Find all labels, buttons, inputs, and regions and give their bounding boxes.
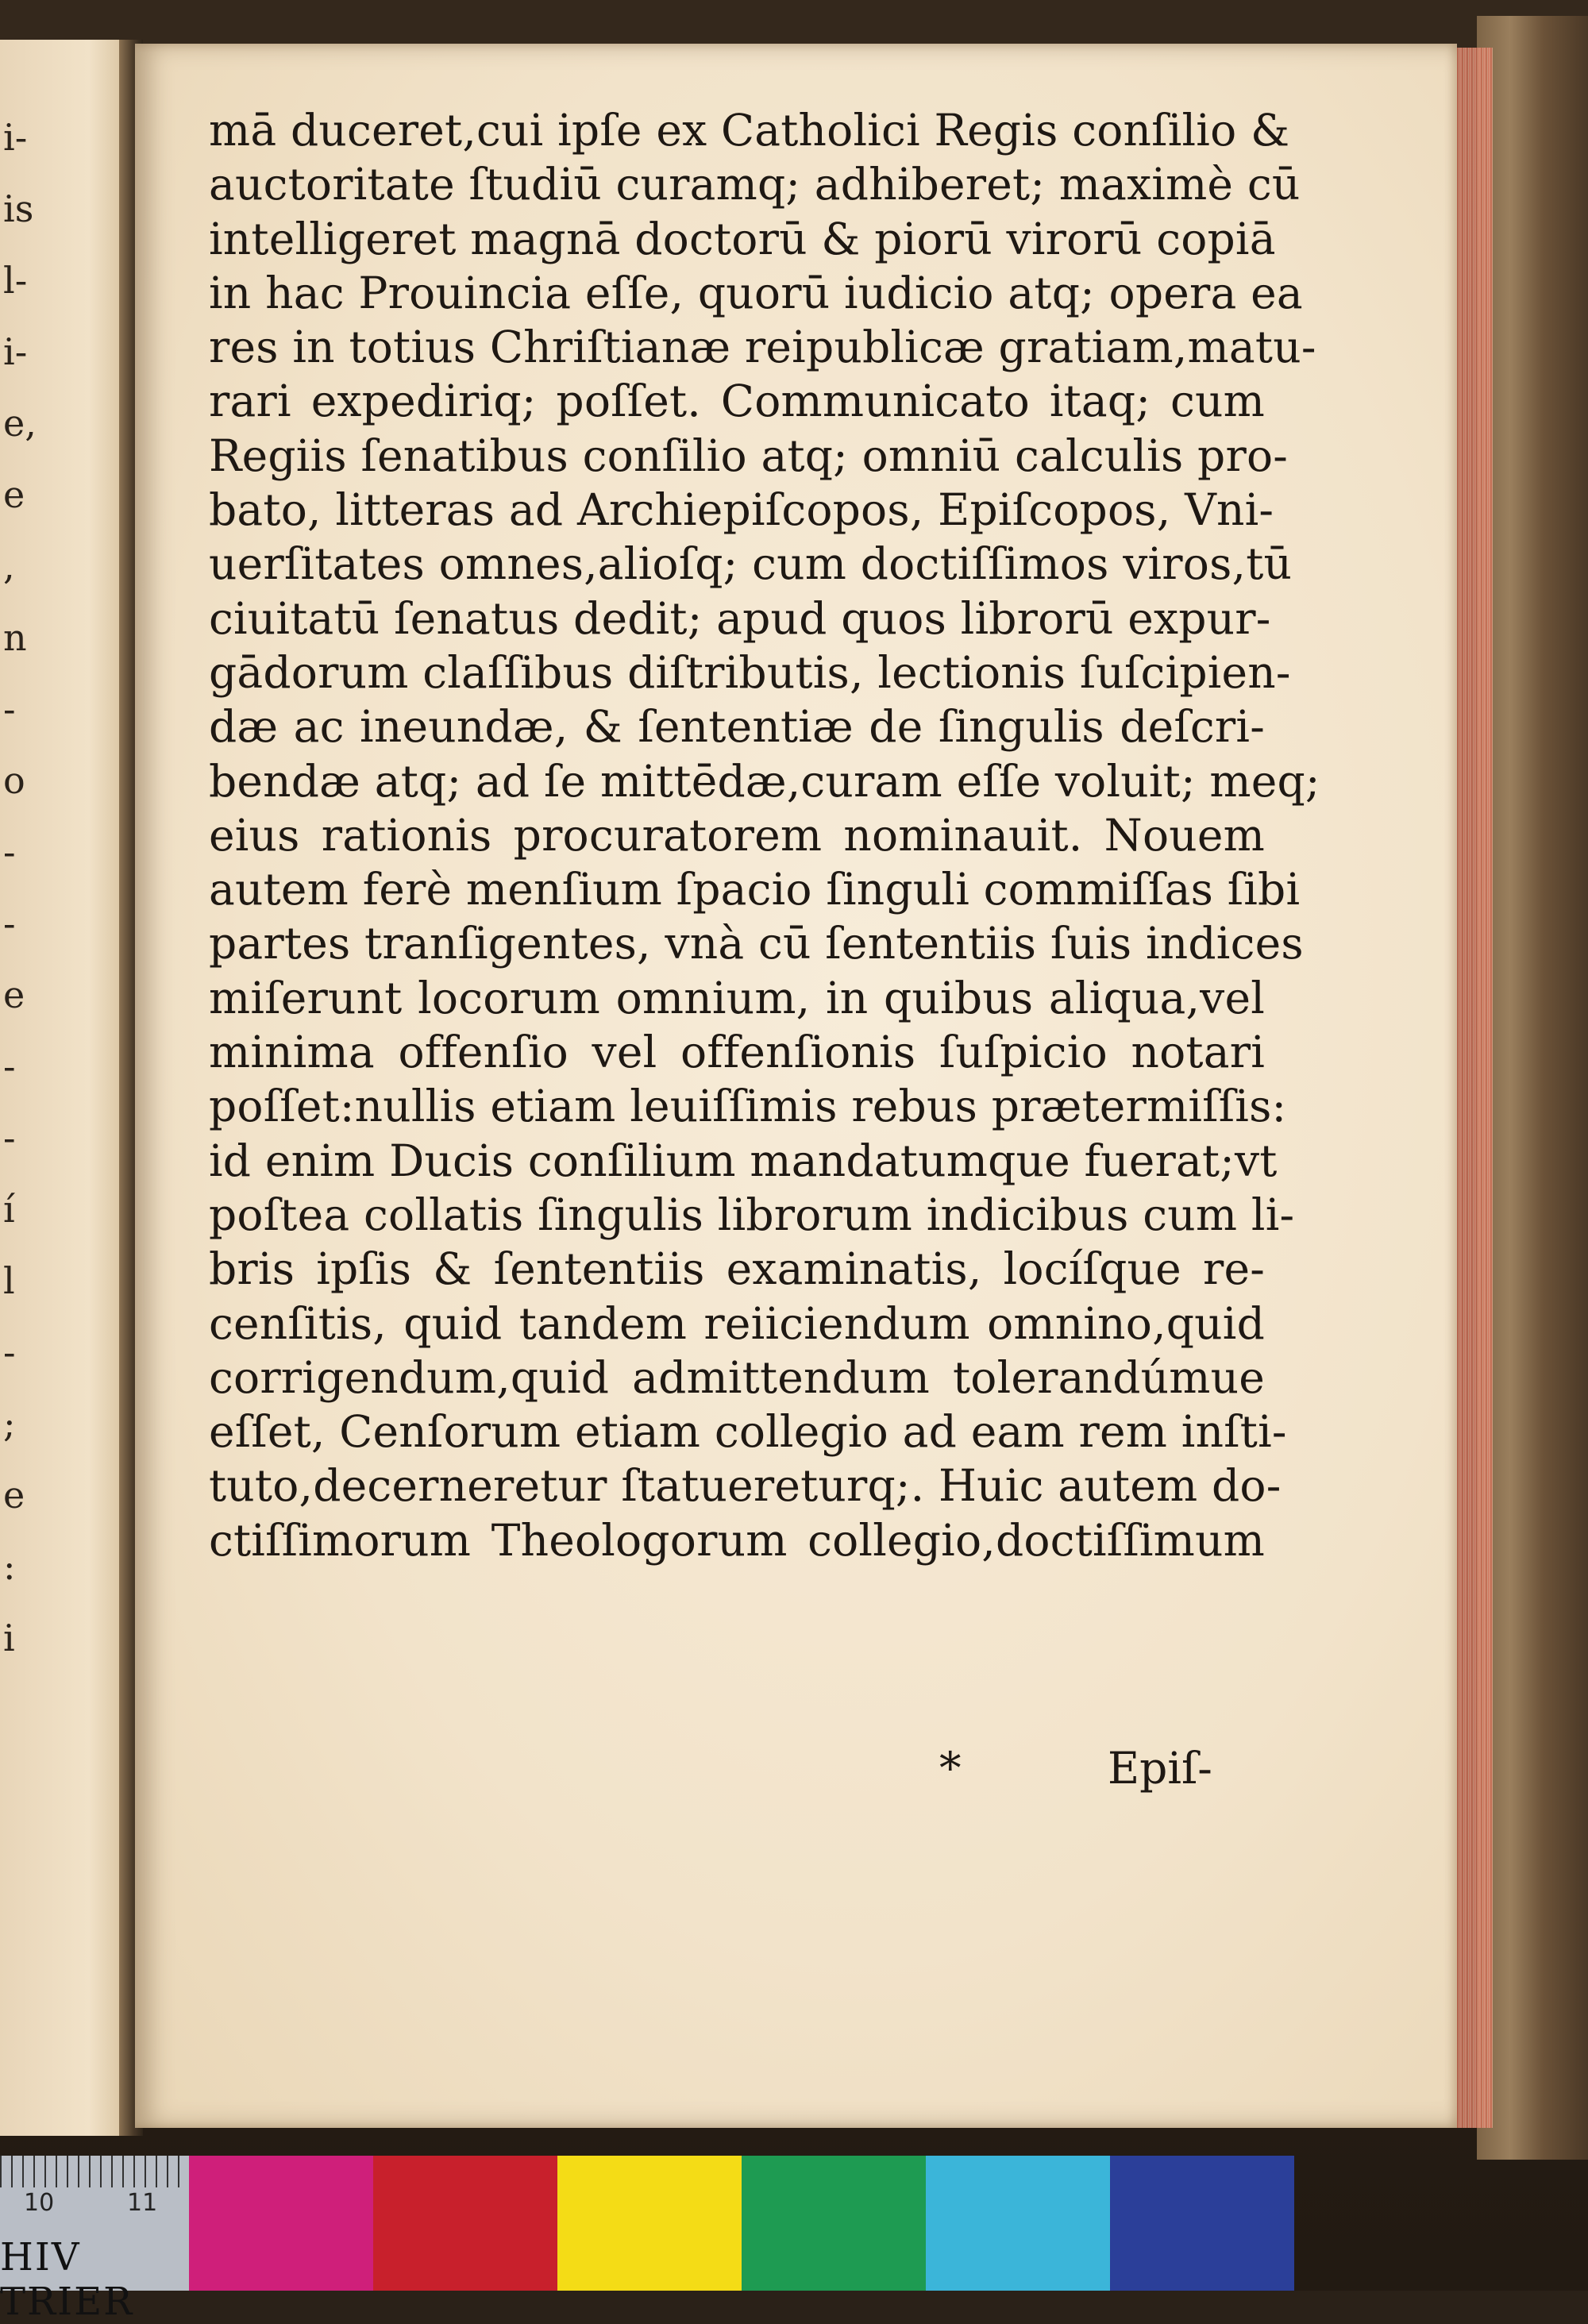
catchword: Epiſ- <box>1108 1743 1212 1794</box>
ruler-label: HIV TRIER <box>0 2235 134 2324</box>
color-swatch <box>557 2156 742 2291</box>
text-line: tuto,decerneretur ſtatuereturq;. Huic autem do- <box>209 1460 1282 1512</box>
left-margin-fragment: í <box>3 1188 15 1231</box>
ruler-number-10: 10 <box>24 2189 55 2217</box>
left-margin-fragment: e <box>3 973 25 1016</box>
text-line: corrigendum,quid admittendum tolerandúmue <box>209 1351 1265 1403</box>
left-margin-fragment: - <box>3 1331 16 1374</box>
ruler <box>0 2156 191 2324</box>
left-margin-fragment: : <box>3 1545 16 1588</box>
text-line: ciuitatū ſenatus dedit; apud quos librorū expur- <box>209 592 1271 644</box>
left-margin-fragment: ; <box>3 1402 16 1445</box>
text-line: in hac Prouincia eſſe, quorū iudicio atq; opera ea <box>209 267 1303 318</box>
left-margin-fragment: e <box>3 473 25 516</box>
text-line: mā duceret,cui ipſe ex Catholici Regis conſilio & <box>209 105 1290 156</box>
ruler-number-11: 11 <box>127 2189 158 2217</box>
text-line: autem ferè menſium ſpacio ſinguli commiſſas ſibi <box>209 864 1301 915</box>
text-line: eſſet, Cenſorum etiam collegio ad eam rem inſti- <box>209 1406 1287 1458</box>
color-swatch <box>742 2156 926 2291</box>
color-swatch <box>189 2156 373 2291</box>
text-line: ctiſſimorum Theologorum collegio,doctiſſimum <box>209 1514 1265 1566</box>
left-margin-fragment: - <box>3 1045 16 1088</box>
left-margin-fragment: i <box>3 1617 15 1659</box>
color-swatch <box>1110 2156 1294 2291</box>
text-line: poſſet:nullis etiam leuiſſimis rebus prætermiſſis: <box>209 1081 1287 1132</box>
text-line: intelligeret magnā doctorū & piorū virorū copiā <box>209 213 1276 264</box>
left-margin-fragment: l- <box>3 259 28 302</box>
left-margin-fragment: e, <box>3 402 37 445</box>
text-line: minima offenſio vel offenſionis ſuſpicio notari <box>209 1027 1265 1078</box>
text-line: res in totius Chriſtianæ reipublicæ gratiam,matu- <box>209 322 1316 373</box>
text-line: eius rationis procuratorem nominauit. Nouem <box>209 809 1265 861</box>
left-margin-fragment: , <box>3 545 15 588</box>
left-margin-fragment: - <box>3 902 16 945</box>
color-calibration-bar <box>0 2156 1294 2324</box>
text-line: cenſitis, quid tandem reiiciendum omnino,quid <box>209 1297 1265 1349</box>
text-line: partes tranſigentes, vnà cū ſententiis ſuis indices <box>209 918 1304 969</box>
text-line: rari expediriq; poſſet. Communicato itaq; cum <box>209 376 1265 427</box>
book-cover-edge <box>1477 16 1588 2160</box>
left-margin-fragment: is <box>3 187 34 230</box>
text-line: gādorum claſſibus diſtributis, lectionis ſuſcipien- <box>209 646 1291 698</box>
text-line: uerſitates omnes,alioſq; cum doctiſſimos viros,tū <box>209 538 1293 590</box>
text-line: bris ipſis & ſententiis examinatis, locíſque re- <box>209 1243 1265 1295</box>
color-swatch <box>373 2156 557 2291</box>
text-line: id enim Ducis conſilium mandatumque fuerat;vt <box>209 1135 1278 1186</box>
left-margin-fragment: o <box>3 759 25 802</box>
left-margin-fragment: - <box>3 688 16 730</box>
left-margin-fragment: i- <box>3 116 28 159</box>
left-page-text-fragments <box>0 116 48 1707</box>
left-margin-fragment: - <box>3 1116 16 1159</box>
left-page-fragment <box>0 40 132 2136</box>
signature-mark: * <box>939 1743 962 1794</box>
text-line: poſtea collatis ſingulis librorum indicibus cum li- <box>209 1189 1295 1240</box>
color-swatch <box>926 2156 1110 2291</box>
main-text-block <box>209 103 1320 1567</box>
text-line: miſerunt locorum omnium, in quibus aliqua,vel <box>209 972 1265 1023</box>
left-margin-fragment: i- <box>3 330 28 373</box>
text-line: bato, litteras ad Archiepiſcopos, Epiſcopos, Vni- <box>209 484 1274 536</box>
left-margin-fragment: n <box>3 616 27 659</box>
left-margin-fragment: l <box>3 1259 15 1302</box>
text-line: bendæ atq; ad ſe mittēdæ,curam eſſe voluit; meq; <box>209 755 1320 807</box>
left-margin-fragment: - <box>3 831 16 873</box>
text-line: auctoritate ſtudiū curamq; adhiberet; maximè cū <box>209 159 1301 210</box>
text-line: Regiis ſenatibus conſilio atq; omniū calculis pro- <box>209 430 1289 481</box>
ruler-ticks <box>0 2156 189 2187</box>
left-margin-fragment: e <box>3 1474 25 1517</box>
text-line: dæ ac ineundæ, & ſententiæ de ſingulis deſcri- <box>209 701 1265 753</box>
